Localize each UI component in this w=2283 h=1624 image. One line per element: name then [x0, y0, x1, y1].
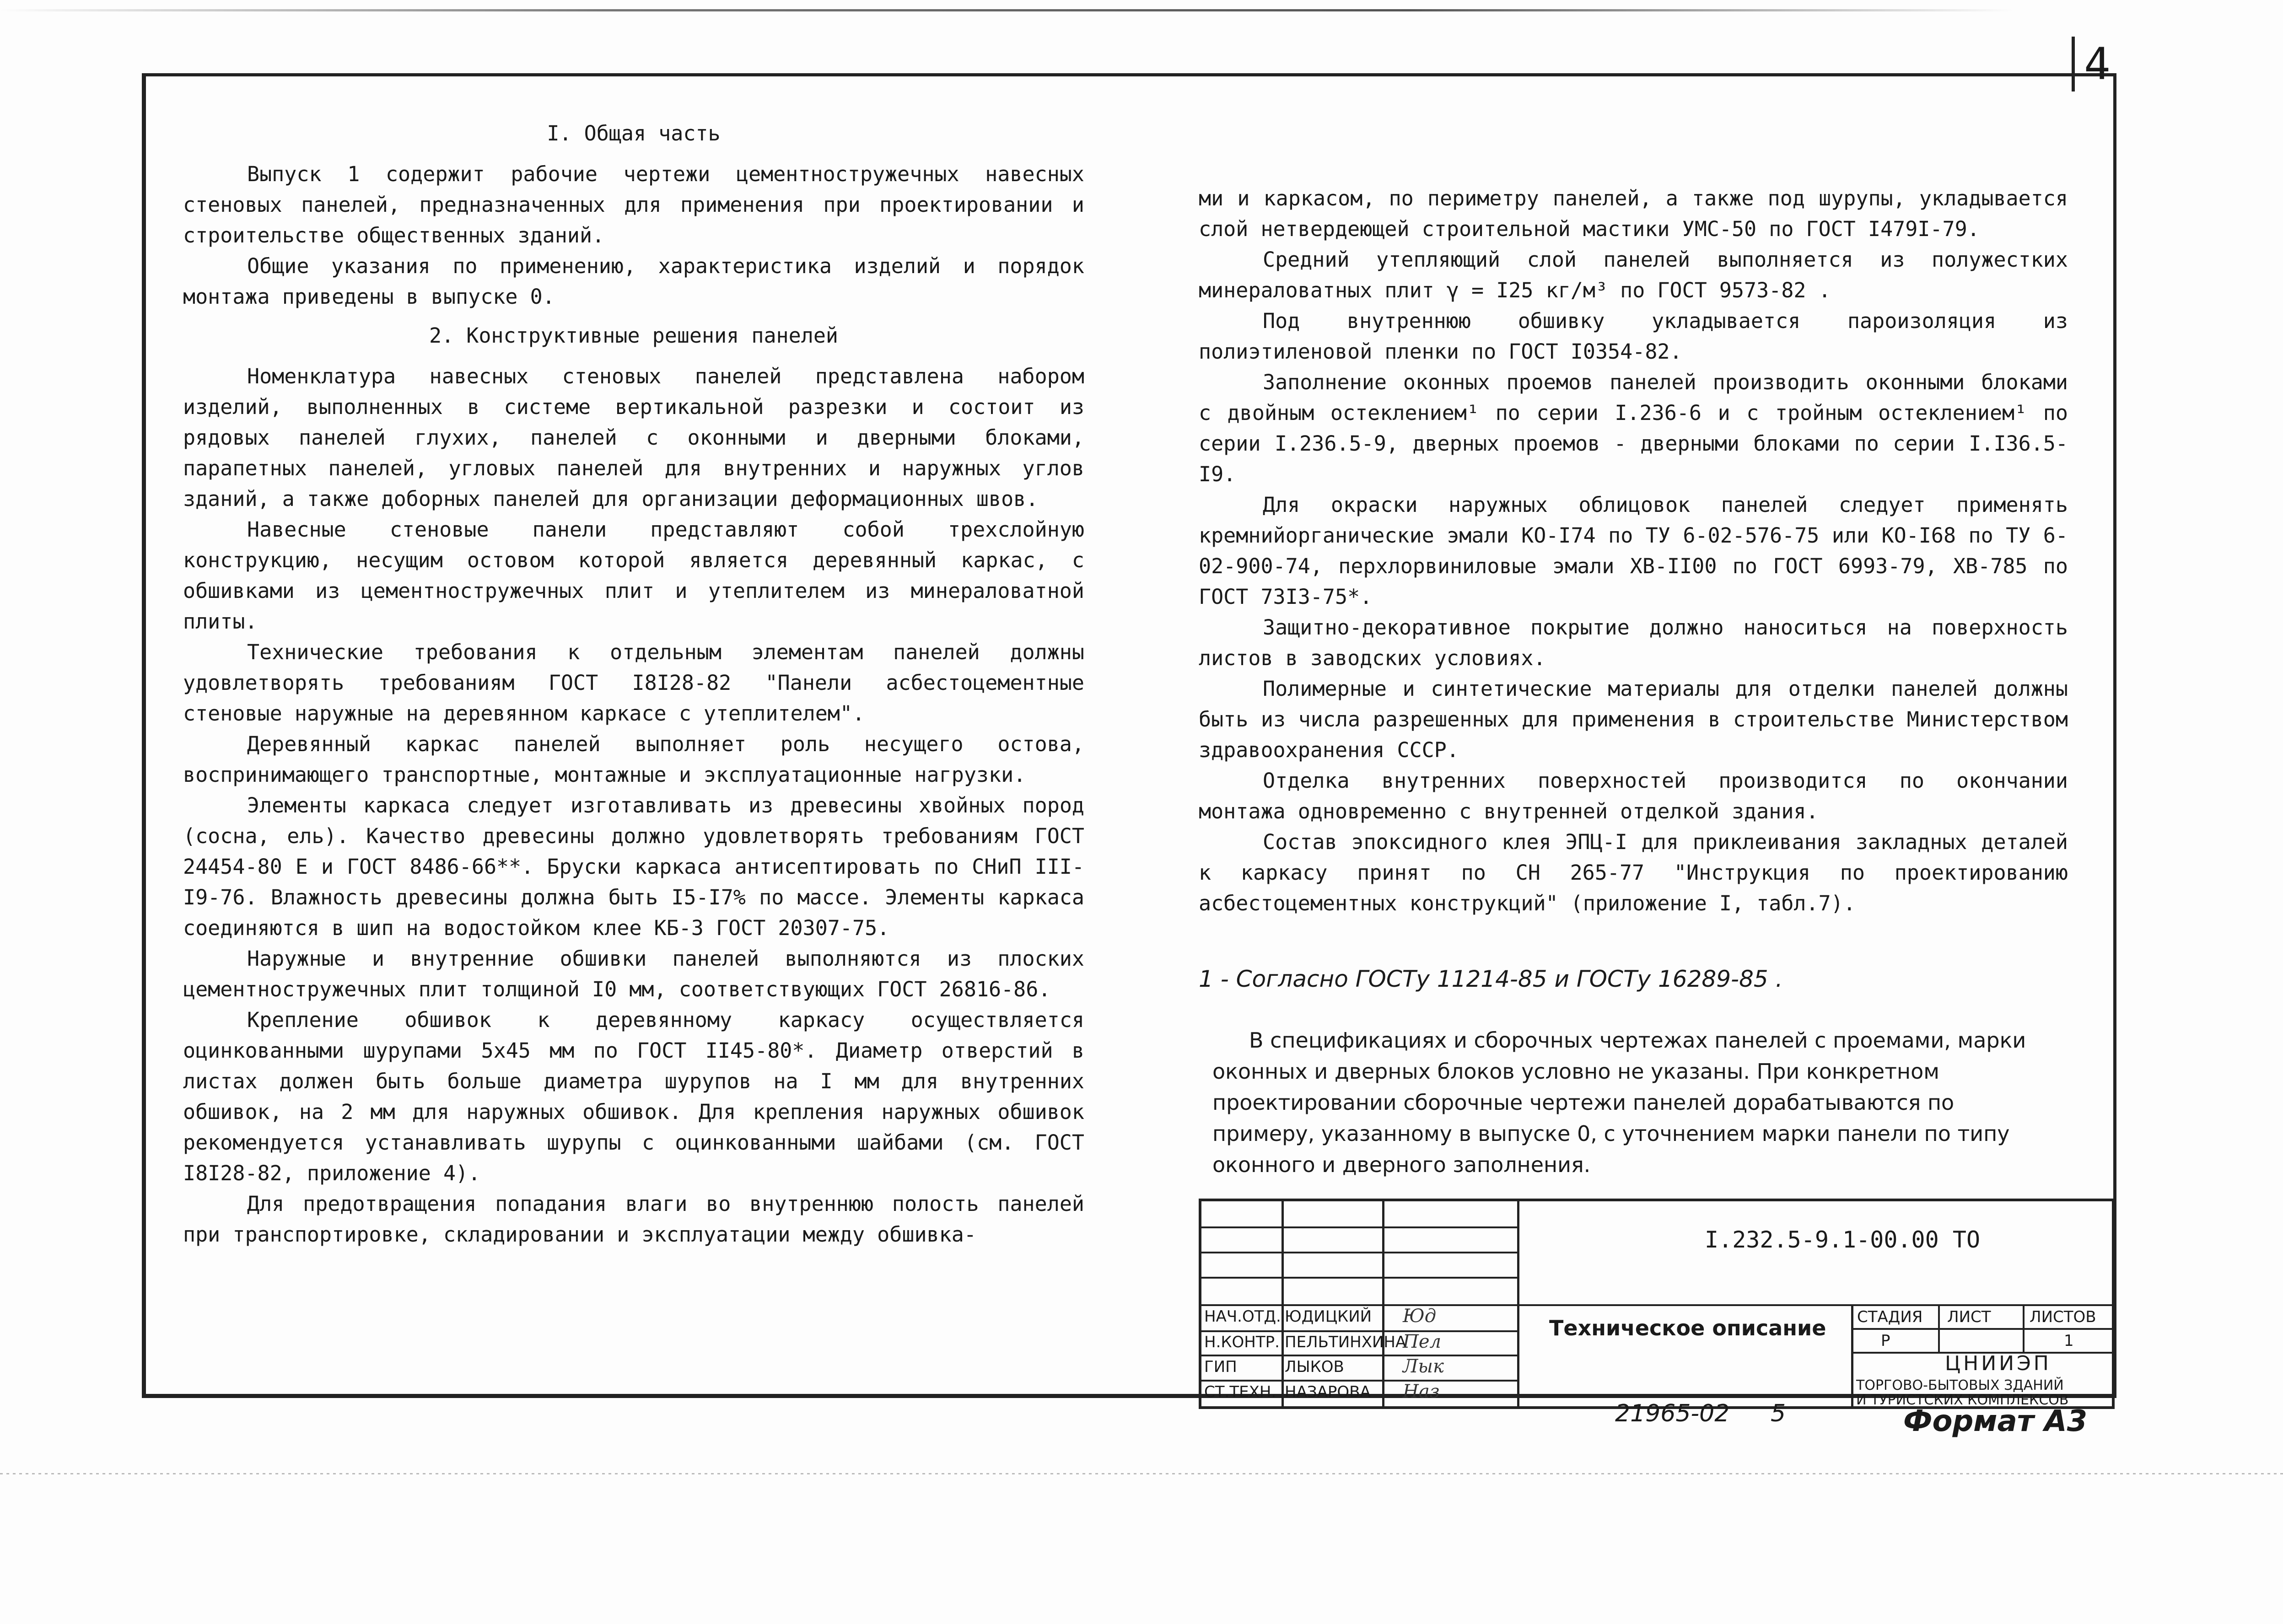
paragraph: ми и каркасом, по периметру панелей, а также под шурупы, укладывается слой нетвердеющей строительной мастики УМС-50 по ГОСТ I479I-79. — [1199, 186, 2068, 241]
divider — [1517, 1201, 1519, 1406]
divider — [1281, 1201, 1284, 1406]
handwritten-note-text: В спецификациях и сборочных чертежах панелей с проемами, марки оконных и дверных блоков условно не указаны. При конкретном проектировании сборочные чертежи панелей дорабатываются по примеру, указанному в выпуске 0, с уточнением марки панели по типу оконного и дверного заполнения. — [1212, 1028, 2026, 1177]
person-name: НАЗАРОВА — [1285, 1383, 1371, 1401]
signature: Пел — [1403, 1331, 1442, 1352]
paragraph: Заполнение оконных проемов панелей производить оконными блоками с двойным остеклением¹ по серии I.236-6 и с тройным остеклением¹ по серии I.236.5-9, дверных проемов - дверными блоками по серии I.I36.5-I9. — [1199, 370, 2068, 486]
paragraph: Под внутреннюю обшивку укладывается пароизоляция из полиэтиленовой пленки по ГОСТ I0354-82. — [1199, 309, 2068, 364]
scan-edge — [0, 1473, 2283, 1474]
organization-name: ЦНИИЭП — [1945, 1352, 2051, 1375]
paragraph: Навесные стеновые панели представляют собой трехслойную конструкцию, несущим остовом которой является деревянный каркас, с обшивками из цементностружечных плит и утеплителем из минераловатной плиты. — [183, 517, 1084, 634]
person-name: ЮДИЦКИЙ — [1285, 1307, 1372, 1326]
sheet-number: 4 — [2072, 37, 2125, 91]
paragraph: Для окраски наружных облицовок панелей следует применять кремнийорганические эмали КО-I74 по ТУ 6-02-576-75 или КО-I68 по ТУ 6-02-900-74, перхлорвиниловые эмали ХВ-II00 по ГОСТ 6993-79, ХВ-785 по ГОСТ 73I3-75*. — [1199, 493, 2068, 609]
document-code: I.232.5-9.1-00.00 ТО — [1705, 1226, 1981, 1253]
paragraph: Деревянный каркас панелей выполняет роль несущего остова, воспринимающего транспортные, монтажные и эксплуатационные нагрузки. — [183, 732, 1084, 787]
left-column — [183, 110, 1084, 1250]
role-label: НАЧ.ОТД. — [1204, 1307, 1281, 1326]
document-title: Техническое описание — [1549, 1316, 1826, 1340]
paragraph: Полимерные и синтетические материалы для отделки панелей должны быть из числа разрешенных для применения в строительстве Министерством здравоохранения СССР. — [1199, 677, 2068, 762]
stage-area — [1851, 1304, 2114, 1406]
role-label: ГИП — [1204, 1358, 1237, 1376]
paragraph: Элементы каркаса следует изготавливать из древесины хвойных пород (сосна, ель). Качество древесины должно удовлетворять требованиям ГОСТ 24454-80 Е и ГОСТ 8486-66**. Бруски каркаса антисептировать по СНиП III-I9-76. Влажность древесины должна быть I5-I7% по массе. Элементы каркаса соединяются в шип на водостойком клее КБ-3 ГОСТ 20307-75. — [183, 793, 1084, 940]
top-scan-edge — [0, 9, 2013, 11]
divider — [1938, 1304, 1940, 1352]
signature: Наз — [1403, 1381, 1440, 1402]
divider — [1201, 1226, 1517, 1228]
signature: Лык — [1403, 1356, 1444, 1377]
paragraph: Общие указания по применению, характеристика изделий и порядок монтажа приведены в выпуске 0. — [183, 254, 1084, 309]
section-heading-general: I. Общая часть — [547, 121, 721, 145]
paragraph: Технические требования к отдельным элементам панелей должны удовлетворять требованиям ГОСТ I8I28-82 "Панели асбестоцементные стеновые наружные на деревянном каркасе с утеплителем". — [183, 640, 1084, 726]
paragraph: Наружные и внутренние обшивки панелей выполняются из плоских цементностружечных плит толщиной I0 мм, соответствующих ГОСТ 26816-86. — [183, 946, 1084, 1001]
organization-line: ТОРГОВО-БЫТОВЫХ ЗДАНИЙ — [1856, 1377, 2064, 1393]
divider — [1201, 1277, 1517, 1279]
person-name: ПЕЛЬТИНХИНА — [1285, 1333, 1406, 1351]
sheets-value: 1 — [2064, 1332, 2074, 1350]
page-number: 5 — [1771, 1400, 1786, 1427]
role-label: Н.КОНТР. — [1204, 1333, 1280, 1351]
divider — [1382, 1201, 1384, 1406]
organization-line: И ТУРИСТСКИХ КОМПЛЕКСОВ — [1856, 1392, 2069, 1408]
sheet-label: ЛИСТ — [1947, 1308, 1991, 1326]
paragraph: Для предотвращения попадания влаги во внутреннюю полость панелей при транспортировке, складировании и эксплуатации между обшивка- — [183, 1192, 1084, 1247]
section-heading-design: 2. Конструктивные решения панелей — [429, 323, 839, 348]
paragraph: Номенклатура навесных стеновых панелей представлена набором изделий, выполненных в системе вертикальной разрезки и состоит из рядовых панелей глухих, панелей с оконными и дверными блоками, парапетных панелей, угловых панелей для внутренних и наружных углов зданий, а также доборных панелей для организации деформационных швов. — [183, 364, 1084, 511]
format-label: Формат А3 — [1903, 1404, 2088, 1438]
paragraph: Средний утепляющий слой панелей выполняется из полужестких минераловатных плит γ = I25 кг/м³ по ГОСТ 9573-82 . — [1199, 247, 2068, 302]
archive-number: 21965-02 — [1615, 1400, 1730, 1427]
divider — [1201, 1355, 1517, 1356]
sheets-label: ЛИСТОВ — [2030, 1308, 2096, 1326]
paragraph: Защитно-декоративное покрытие должно наноситься на поверхность листов в заводских условиях. — [1199, 615, 2068, 670]
paragraph: Состав эпоксидного клея ЭПЦ-I для приклеивания закладных деталей к каркасу принят по СН 265-77 "Инструкция по проектированию асбестоцементных конструкций" (приложение I, табл.7). — [1199, 830, 2068, 915]
right-column — [1199, 183, 2068, 919]
person-name: ЛЫКОВ — [1285, 1358, 1344, 1376]
stage-value: Р — [1881, 1332, 1890, 1350]
stage-label: СТАДИЯ — [1857, 1308, 1923, 1326]
paragraph: Отделка внутренних поверхностей производится по окончании монтажа одновременно с внутренней отделкой здания. — [1199, 769, 2068, 823]
divider — [1853, 1328, 2114, 1330]
divider — [1201, 1252, 1517, 1253]
role-label: СТ.ТЕХН. — [1204, 1383, 1276, 1401]
paragraph: Крепление обшивок к деревянному каркасу осуществляется оцинкованными шурупами 5х45 мм по ГОСТ II45-80*. Диаметр отверстий в листах должен быть больше диаметра шурупов на I мм для внутренних обшивок, на 2 мм для наружных обшивок. Для крепления наружных обшивок рекомендуется устанавливать шурупы с оцинкованными шайбами (см. ГОСТ I8I28-82, приложение 4). — [183, 1008, 1084, 1185]
signature: Юд — [1403, 1306, 1437, 1327]
divider — [2023, 1304, 2025, 1352]
divider — [1201, 1380, 1517, 1382]
title-block — [1199, 1199, 2115, 1409]
paragraph: Выпуск 1 содержит рабочие чертежи цементностружечных навесных стеновых панелей, предназначенных для применения при проектировании и строительстве общественных зданий. — [183, 162, 1084, 247]
divider — [1201, 1330, 1517, 1332]
handwritten-note — [1212, 1025, 2059, 1180]
footnote: 1 - Согласно ГОСТу 11214-85 и ГОСТу 16289-85 . — [1199, 966, 1783, 992]
